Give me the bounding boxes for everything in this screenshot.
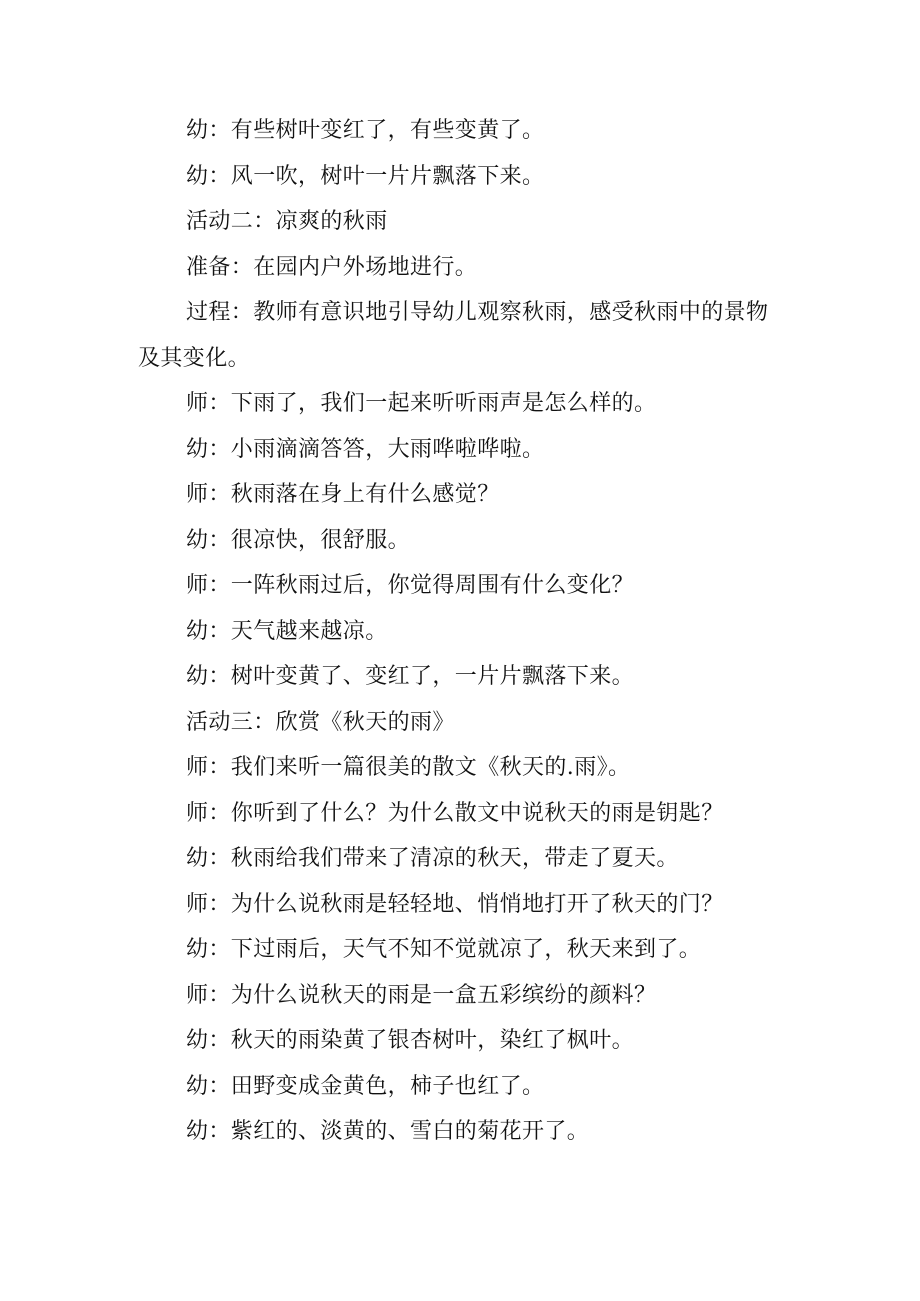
paragraph: 幼：紫红的、淡黄的、雪白的菊花开了。 bbox=[186, 1119, 590, 1144]
paragraph: 幼：田野变成金黄色，柿子也红了。 bbox=[186, 1073, 545, 1099]
paragraph: 师：为什么说秋雨是轻轻地、悄悄地打开了秋天的门？ bbox=[186, 891, 724, 917]
paragraph: 幼：天气越来越凉。 bbox=[186, 618, 388, 644]
paragraph: 过程：教师有意识地引导幼儿观察秋雨，感受秋雨中的景物及其变化。 bbox=[138, 300, 769, 371]
paragraph: 师：我们来听一篇很美的散文《秋天的.雨》。 bbox=[186, 755, 631, 780]
paragraph: 师：你听到了什么？为什么散文中说秋天的雨是钥匙？ bbox=[186, 800, 724, 826]
section-heading: 活动二：凉爽的秋雨 bbox=[186, 209, 388, 234]
paragraph: 师：下雨了，我们一起来听听雨声是怎么样的。 bbox=[186, 391, 657, 416]
paragraph: 幼：下过雨后，天气不知不觉就凉了，秋天来到了。 bbox=[186, 937, 702, 962]
paragraph: 幼：秋雨给我们带来了清凉的秋天，带走了夏天。 bbox=[186, 846, 679, 871]
paragraph: 师：秋雨落在身上有什么感觉？ bbox=[186, 482, 500, 507]
paragraph: 准备：在园内户外场地进行。 bbox=[186, 254, 478, 280]
paragraph: 师：一阵秋雨过后，你觉得周围有什么变化？ bbox=[186, 573, 635, 598]
paragraph: 幼：风一吹，树叶一片片飘落下来。 bbox=[186, 163, 545, 189]
paragraph: 幼：很凉快，很舒服。 bbox=[186, 527, 411, 553]
section-heading: 活动三：欣赏《秋天的雨》 bbox=[186, 709, 455, 735]
paragraph: 幼：树叶变黄了、变红了，一片片飘落下来。 bbox=[186, 664, 635, 689]
paragraph: 幼：秋天的雨染黄了银杏树叶，染红了枫叶。 bbox=[186, 1028, 635, 1053]
document-body bbox=[138, 108, 778, 1155]
paragraph: 幼：小雨滴滴答答，大雨哗啦哗啦。 bbox=[186, 436, 545, 462]
paragraph: 师：为什么说秋天的雨是一盒五彩缤纷的颜料？ bbox=[186, 982, 657, 1008]
paragraph: 幼：有些树叶变红了，有些变黄了。 bbox=[186, 118, 545, 143]
